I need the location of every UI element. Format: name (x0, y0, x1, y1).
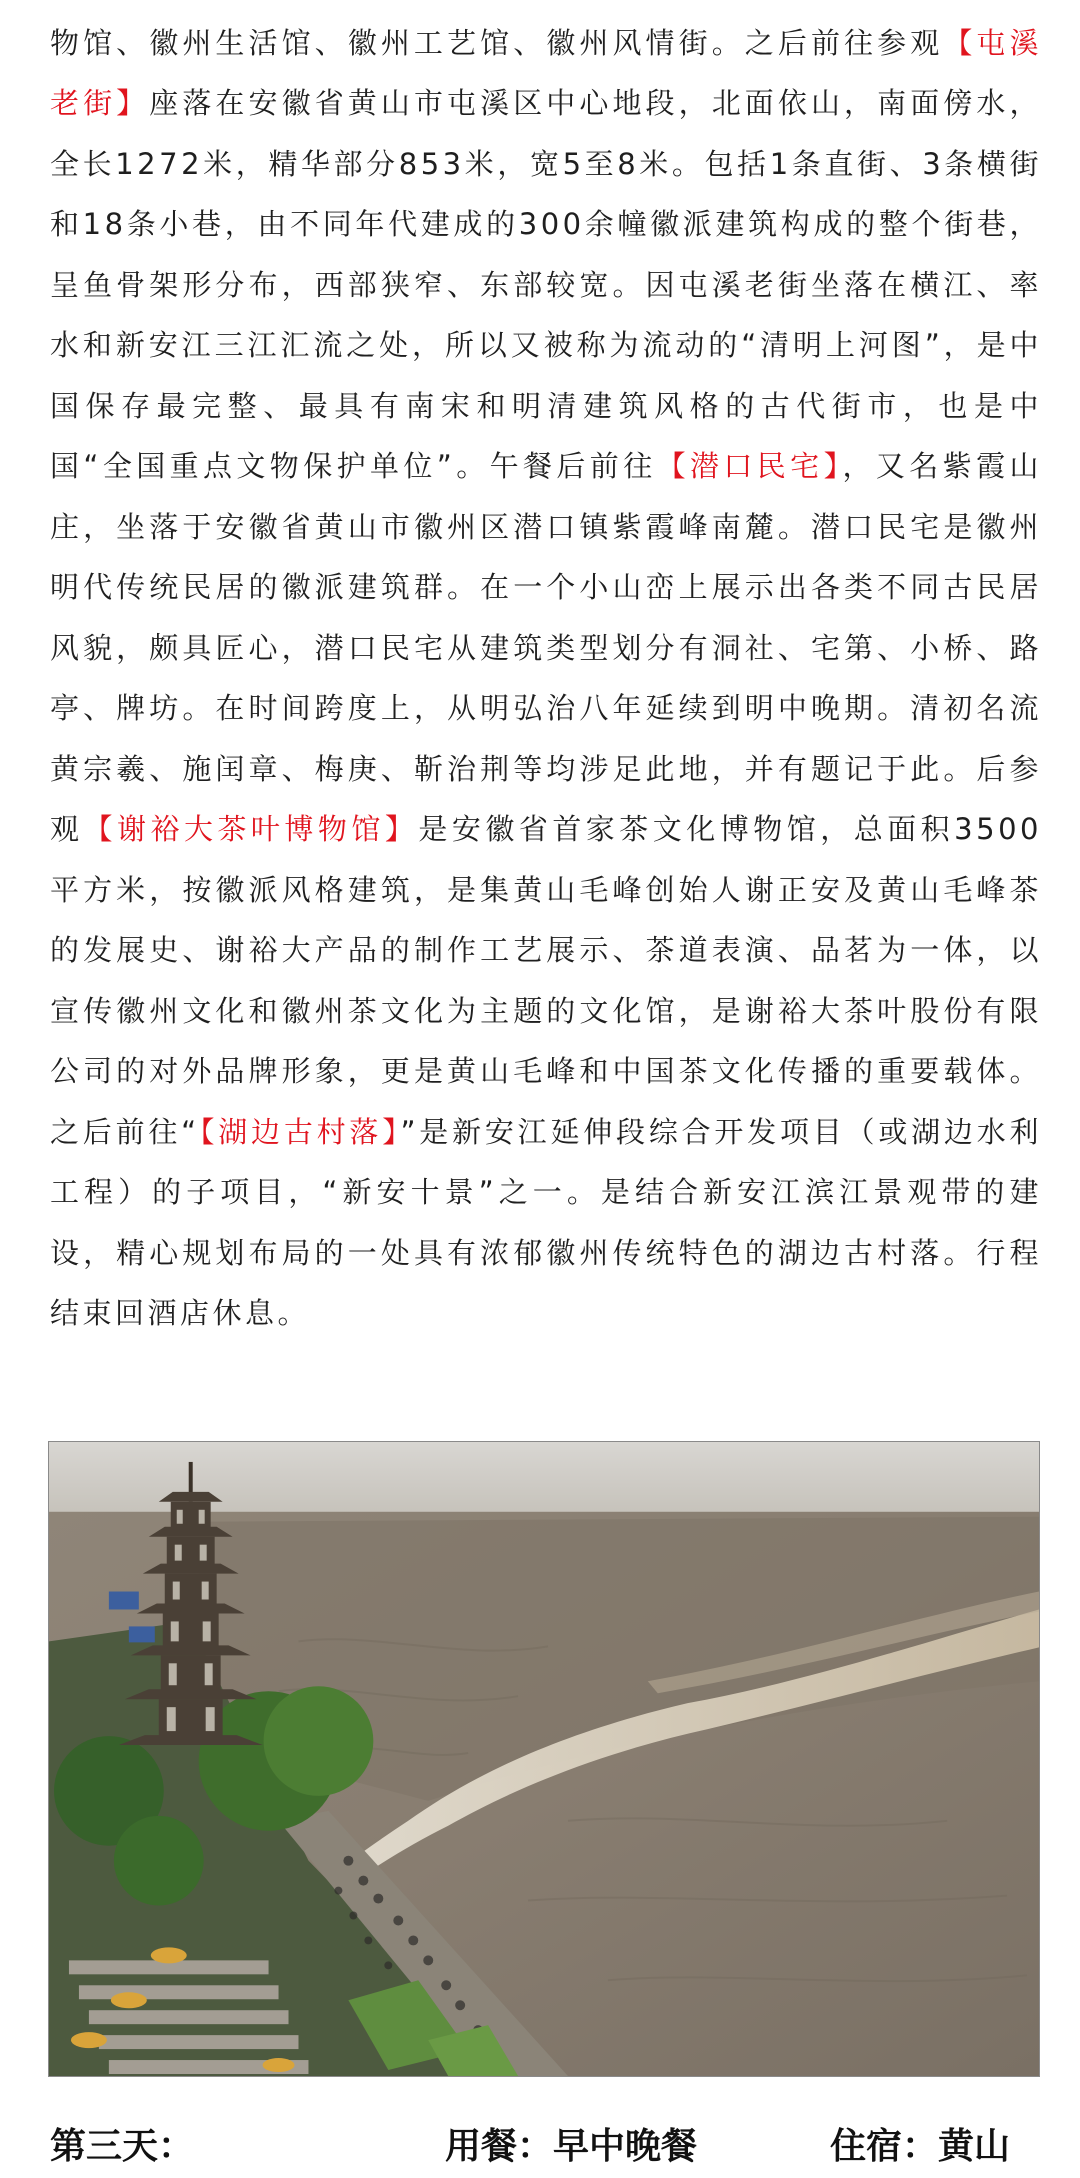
accommodation-info: 住宿：黄山 (830, 2126, 1011, 2167)
attraction-name-tunxi-old-street: 【屯溪老街】 (50, 25, 1042, 120)
text-segment: 座落在安徽省黄山市屯溪区中心地段，北面依山，南面傍水，全长1272米，精华部分853米，宽5至8米。包括1条直街、3条横街和18条小巷，由不同年代建成的300余幢徽派建筑构成的整个街巷，呈鱼骨架形分布，西部狭窄、东部较宽。因屯溪老街坐落在横江、率水和新安江三江汇流之处，所以又被称为流动的“清明上河图”，是中国保存最完整、最具有南宋和明清建筑风格的古代街市，也是中国“全国重点文物保护单位”。午餐后前往 (50, 86, 1042, 483)
day-title: 第三天： (50, 2126, 195, 2167)
attraction-name-xieyuda-tea-museum: 【谢裕大茶叶博物馆】 (83, 812, 419, 846)
tidal-bore-pagoda-photo (48, 1441, 1040, 2077)
attraction-name-qiankou-residences: 【潜口民宅】 (656, 449, 843, 483)
attraction-name-hubian-ancient-village: 【湖边古村落】 (199, 1114, 401, 1149)
text-segment: 是安徽省首家茶文化博物馆，总面积3500平方米，按徽派风格建筑，是集黄山毛峰创始人谢正安及黄山毛峰茶的发展史、谢裕大产品的制作工艺展示、茶道表演、品茗为一体，以宣传徽州文化和徽州茶文化为主题的文化馆，是谢裕大茶叶股份有限公司的对外品牌形象，更是黄山毛峰和中国茶文化传播的重要载体。之后前往“ (50, 812, 1042, 1149)
day-header (50, 2118, 1040, 2178)
meals-info: 用餐：早中晚餐 (445, 2126, 698, 2167)
text-segment: ”是新安江延伸段综合开发项目（或湖边水利工程）的子项目，“新安十景”之一。是结合新安江滨江景观带的建设，精心规划布局的一处具有浓郁徽州传统特色的湖边古村落。行程结束回酒店休息。 (50, 1114, 1042, 1330)
text-segment: ，又名紫霞山庄，坐落于安徽省黄山市徽州区潜口镇紫霞峰南麓。潜口民宅是徽州明代传统民居的徽派建筑群。在一个小山峦上展示出各类不同古民居风貌，颇具匠心，潜口民宅从建筑类型划分有洞社、宅第、小桥、路亭、牌坊。在时间跨度上，从明弘治八年延续到明中晚期。清初名流黄宗羲、施闰章、梅庚、靳治荆等均涉足此地，并有题记于此。后参观 (50, 449, 1042, 846)
itinerary-paragraph (50, 0, 1042, 1344)
text-segment: 物馆、徽州生活馆、徽州工艺馆、徽州风情街。之后前往参观 (50, 25, 944, 60)
